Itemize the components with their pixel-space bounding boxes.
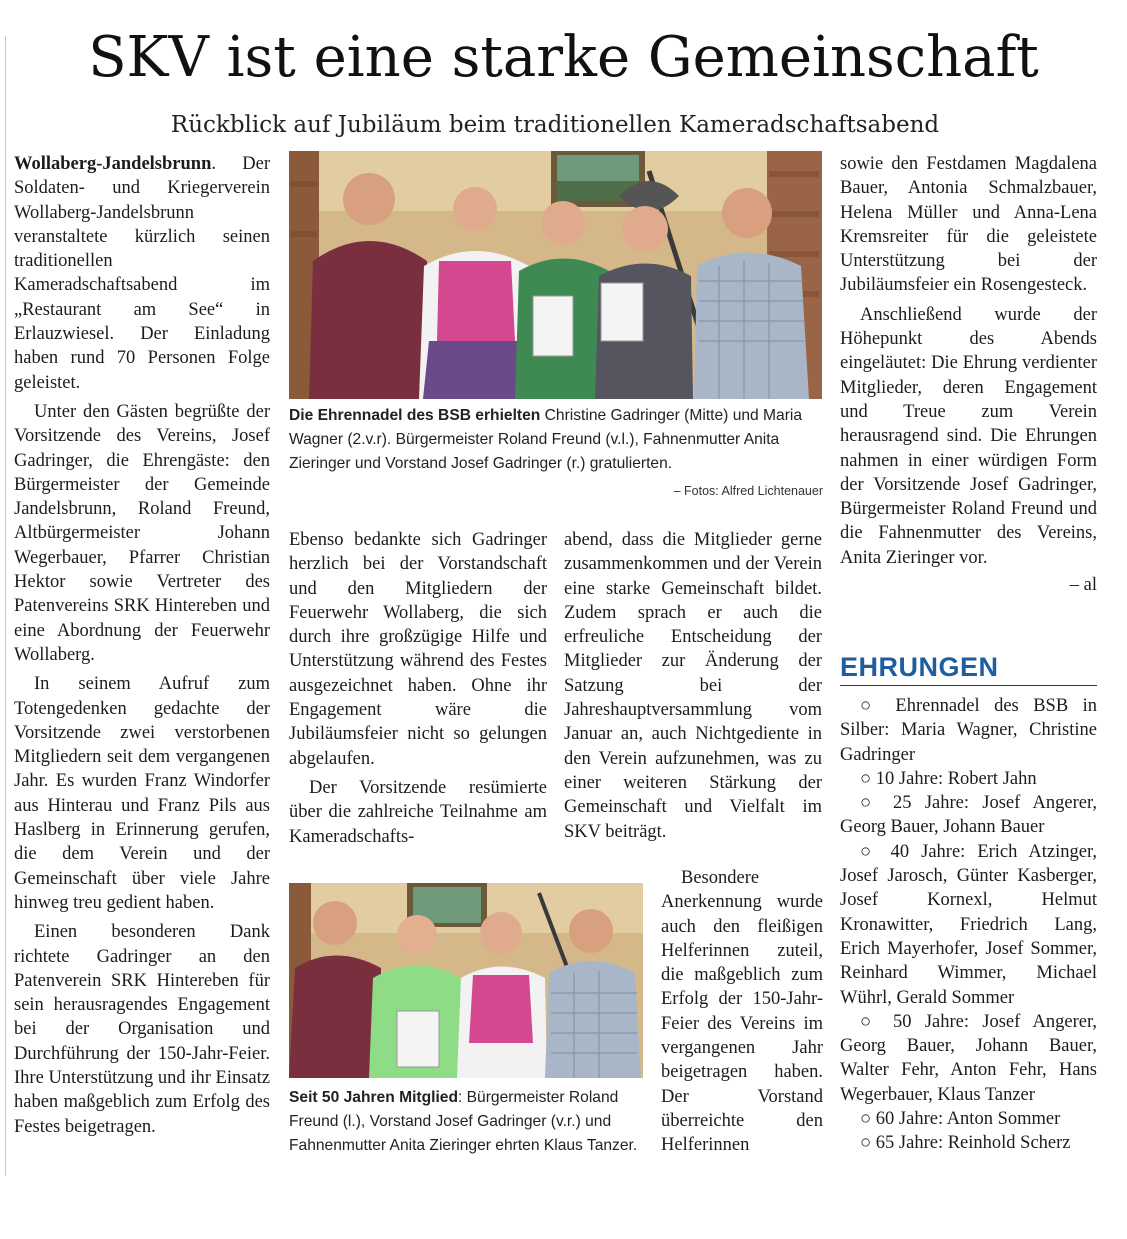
headline: SKV ist eine starke Gemeinschaft	[88, 25, 1039, 90]
honors-item: ○ 50 Jahre: Josef Angerer, Georg Bauer, Johann Bauer, Walter Fehr, Anton Fehr, Hans Wegerbauer, Klaus Tanzer	[840, 1011, 1097, 1105]
group-photo-50-years	[289, 883, 643, 1078]
group-photo-honorees	[289, 151, 822, 399]
photo-credit: – Fotos: Alfred Lichtenauer	[673, 484, 823, 498]
honors-item: ○ 40 Jahre: Erich Atzinger, Josef Jarosch, Günter Kasberger, Josef Kornexl, Helmut Kronawitter, Friedrich Lang, Erich Mayerhofer, Josef Sommer, Reinhard Wimmer, Michael Wührl, Gerald Sommer	[840, 841, 1097, 1008]
article-column-4	[840, 152, 1097, 602]
honors-box-title: EHRUNGEN	[840, 652, 1097, 686]
photo1-caption	[289, 404, 824, 476]
photo2-caption	[289, 1086, 645, 1158]
article-column-3	[564, 528, 822, 849]
subheadline: Rückblick auf Jubiläum beim traditionellen Kameradschaftsabend	[170, 112, 940, 138]
paragraph-summary-cont: abend, dass die Mitglieder gerne zusammenkommen und der Verein eine starke Gemeinschaft bildet. Zudem sprach er auch die erfreuliche Entscheidung der Mitglieder zur Änderung der Satzung bei der Jahreshauptversammlung vom Januar an, auch Nichtgediente in den Verein aufzunehmen, was zu einer weiteren Stärkung der Gemeinschaft und Vielfalt im SKV beiträgt.	[564, 530, 822, 842]
paragraph-festdamen: sowie den Festdamen Magdalena Bauer, Antonia Schmalzbauer, Helena Müller und Anna-Lena Kremsreiter für die geleistete Unterstützung bei der Jubiläumsfeier ein Rosengesteck.	[840, 154, 1097, 296]
honors-item: ○ Ehrennadel des BSB in Silber: Maria Wagner, Christine Gadringer	[840, 696, 1097, 765]
paragraph-memorial: In seinem Aufruf zum Totengedenken gedachte der Vorsitzende zwei verstorbenen Mitgliedern seit dem vergangenen Jahr. Es wurden Franz Windorfer aus Hinterau und Franz Pils aus Haslberg in Erinnerung gerufen, die dem Verein und der Gemeinschaft über viele Jahre hinweg treu gedient haben.	[14, 674, 270, 913]
article-column-2	[289, 528, 547, 854]
paragraph-ceremony: Anschließend wurde der Höhepunkt des Abends eingeläutet: Die Ehrung verdienter Mitglieder, deren Engagement und Treue zum Verein herausragend sind. Die Ehrungen nahmen in einer würdigen Form der Vorsitzende Josef Gadringer, Bürgermeister Roland Freund und die Fahnenmutter des Vereins, Anita Zieringer vor.	[840, 304, 1097, 568]
honors-item: ○ 65 Jahre: Reinhold Scherz	[860, 1133, 1071, 1154]
photo2-illustration	[289, 883, 643, 1078]
dateline: Wollaberg-Jandelsbrunn	[14, 154, 212, 174]
paragraph-fire-brigade: Ebenso bedankte sich Gadringer herzlich bei der Vorstandschaft und den Mitgliedern der Feuerwehr Wollaberg, die sich durch ihre großzügige Hilfe und Unterstützung während des Festes ausgezeichnet haben. Ohne ihr Engagement wäre die Jubiläumsfeier nicht so gelungen abgelaufen.	[289, 530, 547, 769]
paragraph-summary-start: Der Vorsitzende resümierte über die zahlreiche Teilnahme am Kameradschafts-	[289, 777, 547, 847]
intro-text: . Der Soldaten- und Kriegerverein Wollaberg-Jandelsbrunn veranstaltete kürzlich seinen traditionellen Kameradschaftsabend im „Restaurant am See“ in Erlauzwiesel. Der Einladung haben rund 70 Personen Folge geleistet.	[14, 154, 270, 393]
paragraph-guests: Unter den Gästen begrüßte der Vorsitzende des Vereins, Josef Gadringer, die Ehrengäste: den Bürgermeister der Gemeinde Jandelsbrunn, Roland Freund, Altbürgermeister Johann Wegerbauer, Pfarrer Christian Hektor sowie Vertreter des Patenvereins SRK Hintereben und eine Abordnung der Feuerwehr Wollaberg.	[14, 401, 270, 665]
paragraph-helpers: Besondere Anerkennung wurde auch den fleißigen Helferinnen zuteil, die maßgeblich zum Erfolg der 150-Jahr-Feier des Vereins im vergangenen Jahr beigetragen haben. Der Vorstand überreichte den Helferinnen	[661, 868, 823, 1156]
photo2-caption-text: : Bürgermeister Roland Freund (l.), Vorstand Josef Gadringer (v.r.) und Fahnenmutter Anita Zieringer ehrten Klaus Tanzer.	[289, 1089, 638, 1154]
photo1-caption-text: Christine Gadringer (Mitte) und Maria Wagner (2.v.r). Bürgermeister Roland Freund (v.l.), Fahnenmutter Anita Zieringer und Vorstand Josef Gadringer (r.) gratulierten.	[289, 407, 803, 472]
photo1-caption-bold: Die Ehrennadel des BSB erhielten	[289, 407, 541, 424]
paragraph-thanks: Einen besonderen Dank richtete Gadringer an den Patenverein SRK Hintereben für sein herausragendes Engagement bei der Organisation und Durchführung der 150-Jahr-Feier. Ihre Unterstützung und ihr Einsatz haben maßgeblich zum Erfolg des Festes beigetragen.	[14, 922, 270, 1137]
author-signature: – al	[1069, 575, 1097, 596]
honors-item: ○ 60 Jahre: Anton Sommer	[860, 1109, 1061, 1130]
photo2-caption-bold: Seit 50 Jahren Mitglied	[289, 1089, 458, 1106]
paragraph-intro	[14, 152, 270, 395]
honors-item: ○ 10 Jahre: Robert Jahn	[860, 768, 1037, 789]
left-margin-rule	[5, 36, 6, 1176]
honors-list	[840, 694, 1097, 1156]
photo-illustration	[289, 151, 822, 399]
honors-item: ○ 25 Jahre: Josef Angerer, Georg Bauer, Johann Bauer	[840, 793, 1097, 838]
article-column-3-continued	[661, 866, 823, 1163]
article-column-1	[14, 152, 270, 1144]
